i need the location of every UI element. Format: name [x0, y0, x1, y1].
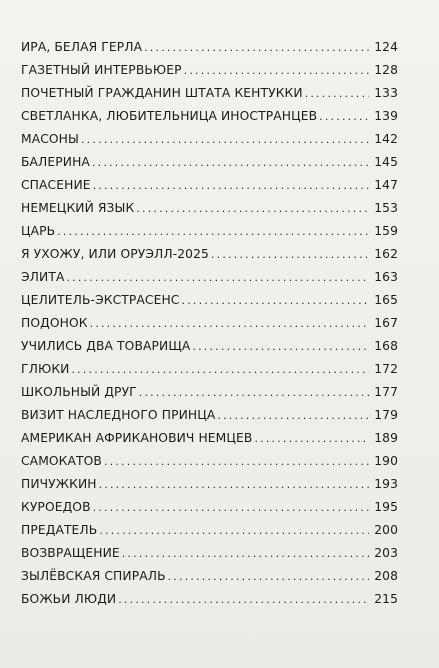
toc-entry [21, 132, 398, 155]
toc-entry-page: 145 [374, 155, 398, 169]
toc-entry-title: ПРЕДАТЕЛЬ [21, 523, 98, 537]
toc-entry [21, 109, 398, 132]
toc-leader-dots [217, 409, 369, 422]
toc-entry-title: СПАСЕНИЕ [21, 178, 91, 192]
toc-leader-dots [305, 87, 369, 100]
toc-entry-page: 147 [374, 178, 398, 192]
toc-entry-page: 177 [374, 385, 398, 399]
toc-entry [21, 523, 398, 546]
toc-leader-dots [254, 432, 369, 445]
toc-entry [21, 362, 398, 385]
toc-entry [21, 224, 398, 247]
toc-entry [21, 86, 398, 109]
toc-entry-title: МАСОНЫ [21, 132, 79, 146]
toc-entry [21, 339, 398, 362]
toc-entry-page: 142 [374, 132, 398, 146]
toc-entry [21, 500, 398, 523]
toc-entry [21, 63, 398, 86]
toc-entry-title: ЦАРЬ [21, 224, 56, 238]
toc-entry-title: КУРОЕДОВ [21, 500, 91, 514]
toc-entry-title: ИРА, БЕЛАЯ ГЕРЛА [21, 40, 143, 54]
toc-entry-page: 167 [374, 316, 398, 330]
toc-leader-dots [118, 593, 369, 606]
toc-entry-title: ПОЧЕТНЫЙ ГРАЖДАНИН ШТАТА КЕНТУККИ [21, 86, 303, 100]
toc-entry-page: 165 [374, 293, 398, 307]
toc-entry-page: 195 [374, 500, 398, 514]
toc-entry-title: БОЖЬИ ЛЮДИ [21, 592, 117, 606]
toc-leader-dots [104, 455, 369, 468]
table-of-contents [21, 40, 398, 615]
toc-entry-page: 153 [374, 201, 398, 215]
toc-leader-dots [122, 547, 369, 560]
toc-leader-dots [92, 156, 369, 169]
toc-entry-title: ВОЗВРАЩЕНИЕ [21, 546, 120, 560]
toc-leader-dots [319, 110, 369, 123]
toc-entry-title: ГЛЮКИ [21, 362, 70, 376]
toc-leader-dots [99, 524, 369, 537]
toc-leader-dots [139, 386, 369, 399]
toc-entry-title: ЗЫЛЁВСКАЯ СПИРАЛЬ [21, 569, 166, 583]
toc-entry-page: 179 [374, 408, 398, 422]
toc-entry [21, 431, 398, 454]
toc-leader-dots [184, 64, 369, 77]
toc-entry-page: 193 [374, 477, 398, 491]
toc-entry-title: ГАЗЕТНЫЙ ИНТЕРВЬЮЕР [21, 63, 182, 77]
toc-entry-page: 159 [374, 224, 398, 238]
toc-entry-title: НЕМЕЦКИЙ ЯЗЫК [21, 201, 135, 215]
toc-entry-page: 215 [374, 592, 398, 606]
toc-entry [21, 454, 398, 477]
toc-entry [21, 316, 398, 339]
toc-entry-page: 139 [374, 109, 398, 123]
toc-entry [21, 408, 398, 431]
toc-entry-title: ЦЕЛИТЕЛЬ-ЭКСТРАСЕНС [21, 293, 180, 307]
toc-entry [21, 155, 398, 178]
toc-entry-page: 162 [374, 247, 398, 261]
toc-entry [21, 592, 398, 615]
toc-entry-page: 190 [374, 454, 398, 468]
toc-leader-dots [90, 317, 369, 330]
toc-entry-title: БАЛЕРИНА [21, 155, 90, 169]
toc-entry [21, 270, 398, 293]
toc-entry-page: 124 [374, 40, 398, 54]
toc-leader-dots [192, 340, 369, 353]
toc-entry [21, 385, 398, 408]
toc-entry-title: ВИЗИТ НАСЛЕДНОГО ПРИНЦА [21, 408, 216, 422]
toc-leader-dots [144, 41, 369, 54]
toc-entry [21, 546, 398, 569]
toc-leader-dots [99, 478, 369, 491]
toc-leader-dots [168, 570, 369, 583]
toc-entry-title: ПОДОНОК [21, 316, 88, 330]
toc-entry-page: 163 [374, 270, 398, 284]
toc-entry-page: 128 [374, 63, 398, 77]
toc-leader-dots [136, 202, 369, 215]
toc-entry-title: СВЕТЛАНКА, ЛЮБИТЕЛЬНИЦА ИНОСТРАНЦЕВ [21, 109, 318, 123]
toc-leader-dots [71, 363, 369, 376]
toc-entry-page: 168 [374, 339, 398, 353]
toc-entry-title: УЧИЛИСЬ ДВА ТОВАРИЩА [21, 339, 191, 353]
toc-leader-dots [66, 271, 369, 284]
toc-entry-page: 200 [374, 523, 398, 537]
toc-leader-dots [81, 133, 369, 146]
toc-entry-title: ШКОЛЬНЫЙ ДРУГ [21, 385, 137, 399]
toc-entry-title: САМОКАТОВ [21, 454, 102, 468]
toc-entry [21, 178, 398, 201]
toc-entry [21, 40, 398, 63]
toc-entry [21, 569, 398, 592]
toc-leader-dots [182, 294, 370, 307]
toc-leader-dots [57, 225, 369, 238]
toc-entry-page: 208 [374, 569, 398, 583]
toc-entry-title: ЭЛИТА [21, 270, 65, 284]
toc-entry-page: 189 [374, 431, 398, 445]
toc-entry [21, 293, 398, 316]
toc-entry-title: Я УХОЖУ, ИЛИ ОРУЭЛЛ-2025 [21, 247, 209, 261]
toc-entry-page: 172 [374, 362, 398, 376]
toc-leader-dots [93, 179, 369, 192]
toc-entry-title: ПИЧУЖКИН [21, 477, 97, 491]
toc-leader-dots [93, 501, 369, 514]
toc-entry-page: 203 [374, 546, 398, 560]
toc-entry [21, 247, 398, 270]
toc-entry-title: АМЕРИКАН АФРИКАНОВИЧ НЕМЦЕВ [21, 431, 253, 445]
toc-entry-page: 133 [374, 86, 398, 100]
toc-leader-dots [211, 248, 369, 261]
toc-entry [21, 201, 398, 224]
toc-entry [21, 477, 398, 500]
